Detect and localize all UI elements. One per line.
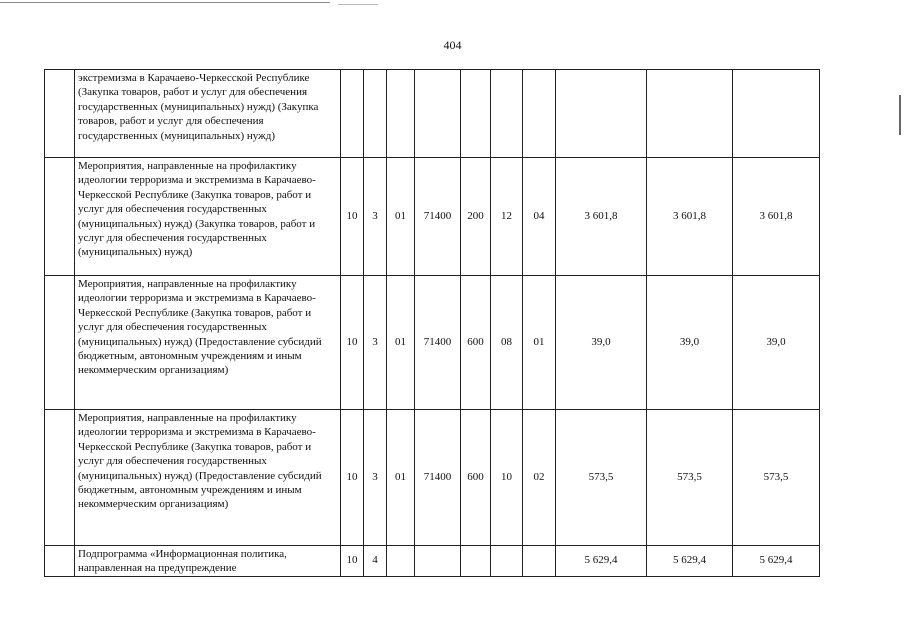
code-cell: 10: [341, 158, 364, 276]
code-cell: 01: [387, 276, 415, 410]
amount-cell: 39,0: [647, 276, 733, 410]
row-number-cell: [45, 158, 75, 276]
description-cell: экстремизма в Карачаево-Черкесской Республике (Закупка товаров, работ и услуг для обеспечения государственных (муниципальных) нужд) (Закупка товаров, работ и услуг для обеспечения государственных (муниципальных) нужд): [75, 70, 341, 158]
code-cell: 71400: [415, 276, 461, 410]
code-cell: 71400: [415, 158, 461, 276]
code-cell: 600: [461, 276, 491, 410]
code-cell: 71400: [415, 410, 461, 546]
code-cell: 600: [461, 410, 491, 546]
row-number-cell: [45, 546, 75, 577]
amount-cell: [556, 70, 647, 158]
amount-cell: 573,5: [647, 410, 733, 546]
code-cell: 08: [491, 276, 523, 410]
code-cell: [415, 70, 461, 158]
code-cell: [523, 70, 556, 158]
amount-cell: 5 629,4: [647, 546, 733, 577]
description-cell: Подпрограмма «Информационная политика, направленная на предупреждение: [75, 546, 341, 577]
budget-table: [44, 69, 820, 577]
table-row: [45, 158, 820, 276]
code-cell: 01: [523, 276, 556, 410]
amount-cell: 5 629,4: [556, 546, 647, 577]
code-cell: 10: [341, 546, 364, 577]
code-cell: 10: [341, 410, 364, 546]
code-cell: 12: [491, 158, 523, 276]
code-cell: 02: [523, 410, 556, 546]
amount-cell: 39,0: [733, 276, 820, 410]
code-cell: [387, 70, 415, 158]
scan-edge-line: [338, 4, 378, 5]
row-number-cell: [45, 70, 75, 158]
table-row: [45, 276, 820, 410]
code-cell: [523, 546, 556, 577]
amount-cell: 3 601,8: [556, 158, 647, 276]
amount-cell: 573,5: [556, 410, 647, 546]
code-cell: [387, 546, 415, 577]
code-cell: 200: [461, 158, 491, 276]
code-cell: [461, 546, 491, 577]
row-number-cell: [45, 410, 75, 546]
code-cell: 3: [364, 158, 387, 276]
description-cell: Мероприятия, направленные на профилактику идеологии терроризма и экстремизма в Карачаево-Черкесской Республике (Закупка товаров, работ и услуг для обеспечения государственных (муниципальных) нужд) (Закупка товаров, работ и услуг для обеспечения государственных (муниципальных) нужд): [75, 158, 341, 276]
amount-cell: 573,5: [733, 410, 820, 546]
code-cell: [461, 70, 491, 158]
code-cell: 4: [364, 546, 387, 577]
amount-cell: 39,0: [556, 276, 647, 410]
description-cell: Мероприятия, направленные на профилактику идеологии терроризма и экстремизма в Карачаево-Черкесской Республике (Закупка товаров, работ и услуг для обеспечения государственных (муниципальных) нужд) (Предоставление субсидий бюджетным, автономным учреждениям и иным некоммерческим организациям): [75, 276, 341, 410]
amount-cell: 5 629,4: [733, 546, 820, 577]
amount-cell: 3 601,8: [647, 158, 733, 276]
code-cell: 04: [523, 158, 556, 276]
code-cell: [491, 70, 523, 158]
amount-cell: [647, 70, 733, 158]
code-cell: 10: [341, 276, 364, 410]
row-number-cell: [45, 276, 75, 410]
table-row: [45, 70, 820, 158]
table-row: [45, 546, 820, 577]
code-cell: 3: [364, 276, 387, 410]
code-cell: 3: [364, 410, 387, 546]
code-cell: [341, 70, 364, 158]
code-cell: 10: [491, 410, 523, 546]
scan-edge-line: [0, 2, 330, 3]
description-cell: Мероприятия, направленные на профилактику идеологии терроризма и экстремизма в Карачаево-Черкесской Республике (Закупка товаров, работ и услуг для обеспечения государственных (муниципальных) нужд) (Предоставление субсидий бюджетным, автономным учреждениям и иным некоммерческим организациям): [75, 410, 341, 546]
code-cell: 01: [387, 158, 415, 276]
code-cell: [415, 546, 461, 577]
table-row: [45, 410, 820, 546]
code-cell: 01: [387, 410, 415, 546]
code-cell: [364, 70, 387, 158]
amount-cell: [733, 70, 820, 158]
page-number: 404: [443, 38, 462, 52]
amount-cell: 3 601,8: [733, 158, 820, 276]
scan-edge-mark: [899, 95, 901, 135]
code-cell: [491, 546, 523, 577]
